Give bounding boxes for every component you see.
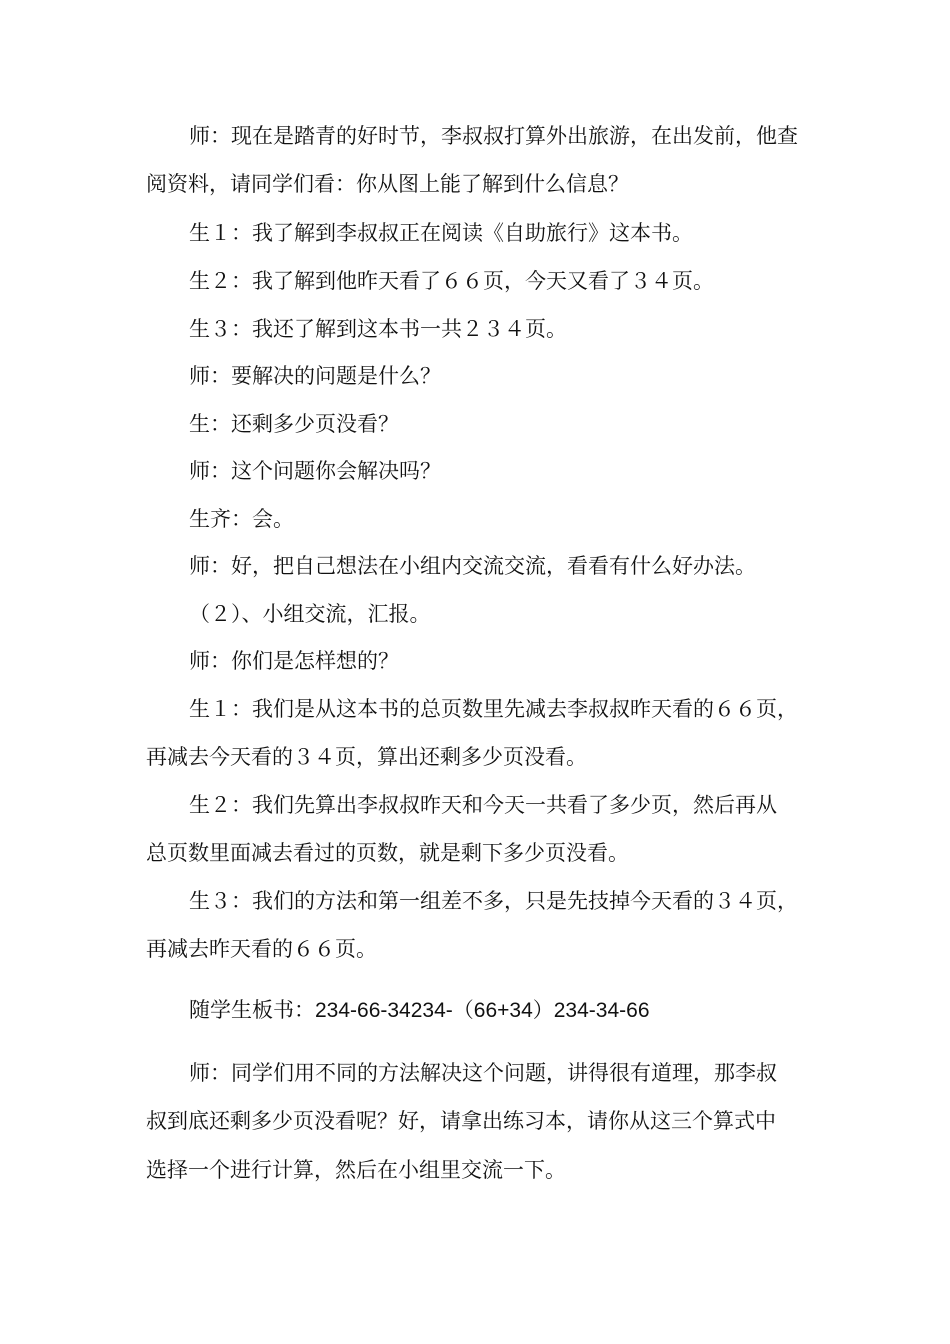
paragraph-line: 师：同学们用不同的方法解决这个问题，讲得很有道理，那李叔 (189, 1061, 777, 1085)
paragraph-line: 总页数里面减去看过的页数，就是剩下多少页没看。 (146, 841, 629, 865)
paragraph-line: 叔到底还剩多少页没看呢？好，请拿出练习本，请你从这三个算式中 (146, 1109, 776, 1133)
paragraph-line: 师：好，把自己想法在小组内交流交流，看看有什么好办法。 (189, 554, 756, 578)
paragraph-line: 阅资料，请同学们看：你从图上能了解到什么信息？ (146, 172, 629, 196)
paragraph-line: 生３：我还了解到这本书一共２３４页。 (189, 317, 567, 341)
paragraph-line: 再减去昨天看的６６页。 (146, 937, 377, 961)
paragraph-line: 师：这个问题你会解决吗？ (189, 459, 441, 483)
paragraph-line: （２）、小组交流，汇报。 (189, 602, 431, 626)
paragraph-line: 师：你们是怎样想的？ (189, 649, 399, 673)
paragraph-line: 再减去今天看的３４页，算出还剩多少页没看。 (146, 745, 587, 769)
paragraph-line: 师：要解决的问题是什么？ (189, 364, 441, 388)
paragraph-line: 选择一个进行计算，然后在小组里交流一下。 (146, 1158, 566, 1182)
board-writing-label: 随学生板书： (189, 998, 315, 1022)
paragraph-line: 师：现在是踏青的好时节，李叔叔打算外出旅游，在出发前，他查 (189, 124, 798, 148)
paragraph-line: 生１：我了解到李叔叔正在阅读《自助旅行》这本书。 (189, 221, 693, 245)
paragraph-line: 生２：我们先算出李叔叔昨天和今天一共看了多少页，然后再从 (189, 793, 777, 817)
board-writing-formulas: 234-66-34234-（66+34）234-34-66 (315, 999, 650, 1022)
paragraph-line: 生齐：会。 (189, 507, 294, 531)
paragraph-line: 生１：我们是从这本书的总页数里先减去李叔叔昨天看的６６页， (189, 697, 798, 721)
paragraph-line: 生２：我了解到他昨天看了６６页，今天又看了３４页。 (189, 269, 714, 293)
board-writing-line (189, 996, 650, 1025)
paragraph-line: 生：还剩多少页没看？ (189, 412, 399, 436)
paragraph-line: 生３：我们的方法和第一组差不多，只是先技掉今天看的３４页， (189, 889, 798, 913)
